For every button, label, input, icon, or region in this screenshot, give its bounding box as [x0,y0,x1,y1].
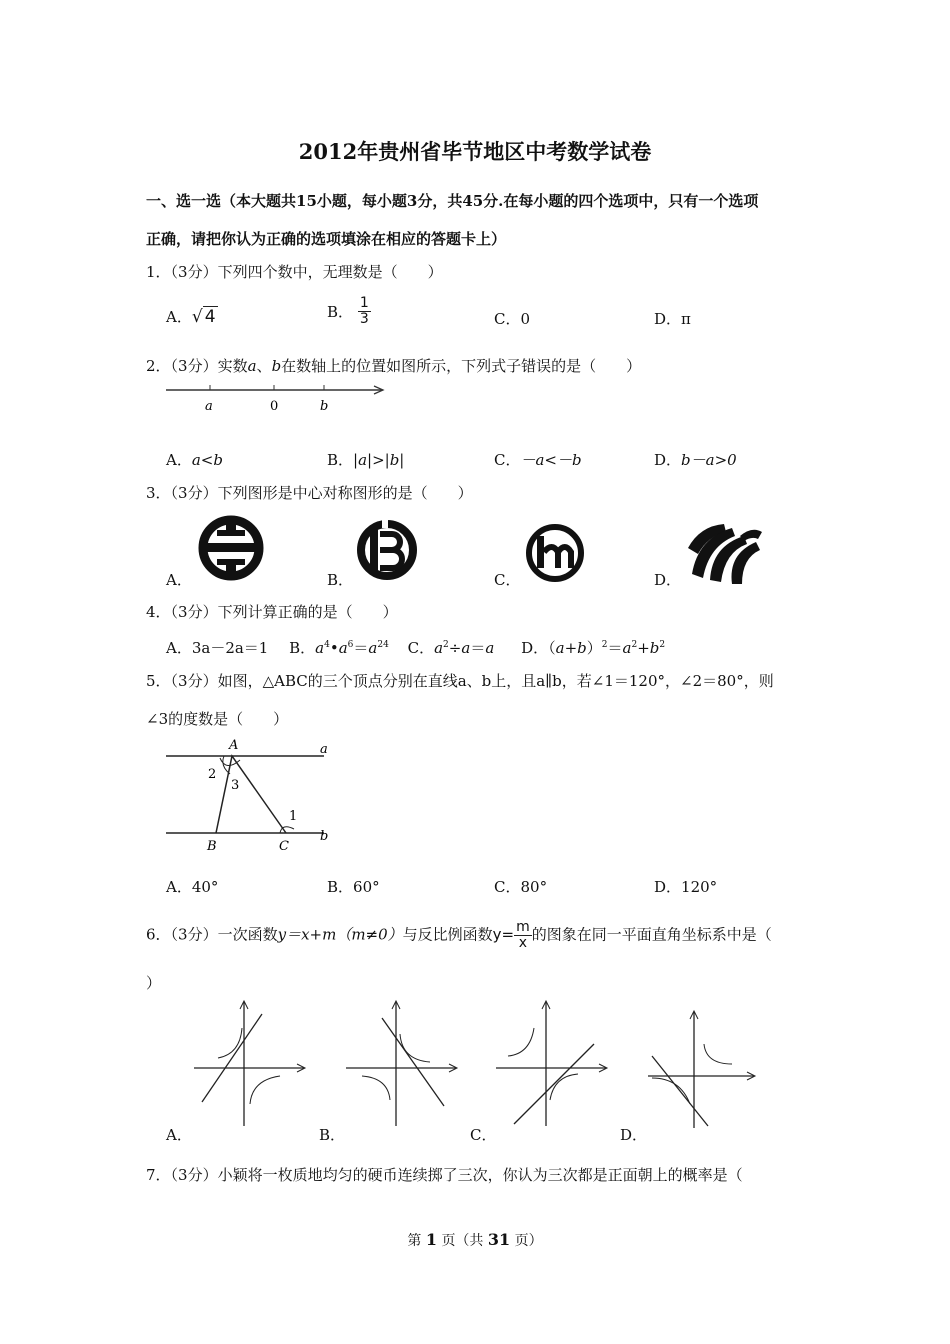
nl-label-0: 0 [270,399,279,414]
q2-option-d-expr: b－a>0 [681,451,737,469]
q2-prefix: 2．（3分）实数 [146,357,248,375]
q2-option-b-expr: |a|>|b| [353,451,405,469]
q6-label-b: B． [319,1126,346,1144]
label-A: A [229,738,239,753]
question-4-text: 4．（3分）下列计算正确的是（ ） [146,603,398,621]
question-5-line2: ∠3的度数是（ ） [146,710,289,728]
label-C: C [279,839,289,854]
q6-graph-a [192,998,310,1130]
question-5-line1: 5．（3分）如图，△ABC的三个顶点分别在直线a、b上，且a∥b，若∠1＝120°，∠2＝80°，则 [146,672,774,690]
q6-fraction-num: m [516,919,530,935]
number-line-figure [164,380,389,420]
q6-prefix: 6．（3分）一次函数 [146,925,278,944]
q5-option-a: A．40° [166,878,219,896]
page-title: 2012年贵州省毕节地区中考数学试卷 [298,139,652,164]
label-angle-2: 2 [208,767,217,782]
label-B: B [207,839,217,854]
q6-graph-d [646,1008,764,1130]
q1-fraction-denominator: 3 [359,311,369,327]
q6-mid: 与反比例函数 [402,925,493,944]
q5-option-b: B．60° [327,878,380,896]
q1-option-c: C．0 [494,310,531,328]
q2-option-a-expr: a<b [191,451,223,469]
q4-option-d-label: D． [521,639,549,657]
q6-fraction-den: x [518,935,528,951]
question-1-text: 1．（3分）下列四个数中，无理数是（ ） [146,263,443,281]
q6-label-c: C． [470,1126,497,1144]
sqrt-expression: √ 4 [191,307,216,327]
q1-option-a [166,306,218,327]
footer-post: 页） [514,1233,543,1249]
q1-option-a-label: A． [166,308,192,326]
q6-graph-b [344,998,462,1130]
q2-option-c-label: C． [494,451,521,469]
nl-label-a: a [205,399,213,414]
page-footer [0,1230,950,1250]
q2-option-b [327,449,404,470]
q2-option-a [166,449,223,470]
label-line-a: a [320,742,328,757]
q6-label-a: A． [166,1126,192,1144]
question-2-text [146,355,641,376]
triangle-abc [216,756,286,833]
q6-label-d: D． [620,1126,648,1144]
q4-option-b-label: B． [289,639,316,657]
q3-label-c: C． [494,571,521,589]
question-3-text: 3．（3分）下列图形是中心对称图形的是（ ） [146,484,473,502]
label-angle-1: 1 [289,809,298,824]
q5-triangle-figure [164,736,339,856]
section-heading-line1: 一、选一选（本大题共15小题，每小题3分，共45分.在每小题的四个选项中，只有一个选项 [146,192,759,210]
q2-option-c-expr: －a<－b [520,451,582,469]
q2-suffix: 在数轴上的位置如图所示，下列式子错误的是（ ） [281,357,642,375]
q6-func2-lhs: y= [492,925,515,944]
footer-page-number: 1 [425,1230,437,1249]
q4-option-b: B．$a^4•a^6=a^{24}$ [289,639,389,657]
fraction [358,296,371,327]
label-angle-3: 3 [231,778,240,793]
q5-option-c: C．80° [494,878,548,896]
footer-mid: 页（共 [441,1233,484,1249]
question-6-line2: ） [146,974,162,992]
q3-logo-b [356,518,418,582]
section-heading-line2: 正确，请把你认为正确的选项填涂在相应的答题卡上） [146,230,507,248]
q2-option-c [494,449,582,470]
q2-sep: 、 [256,357,272,375]
q3-logo-a [197,514,265,582]
q3-logo-c [524,522,586,584]
q4-option-d: D．$(a+b)^2=a^2+b^2$ [521,639,666,657]
q1-fraction-numerator: 1 [359,295,369,311]
question-7-text: 7．（3分）小颖将一枚质地均匀的硬币连续掷了三次，你认为三次都是正面朝上的概率是（ [146,1166,743,1184]
q3-label-a: A． [166,571,192,589]
q6-graph-c [494,998,612,1130]
footer-pre: 第 [407,1233,422,1249]
q3-label-b: B． [327,571,354,589]
q4-option-c-label: C． [407,639,435,657]
q6-suffix: 的图象在同一平面直角坐标系中是（ [531,925,772,944]
q6-linear-function: y＝x+m（m≠0） [277,925,403,944]
q4-options-row [166,637,665,658]
q2-var-b: b [271,357,282,375]
q1-option-d: D．π [654,310,691,328]
q6-fraction [514,920,532,951]
q1-option-b-label: B． [327,303,354,321]
q1-option-b [327,296,371,327]
label-line-b: b [320,829,329,844]
q2-option-d [654,449,737,470]
q3-label-d: D． [654,571,682,589]
nl-label-b: b [320,399,329,414]
q3-logo-d [684,518,766,586]
question-6-text [146,920,772,951]
q4-option-c: C．$a^2\div a=a$ [407,639,495,657]
footer-total-pages: 31 [487,1230,511,1249]
q2-option-a-label: A． [166,451,192,469]
q2-var-a: a [247,357,257,375]
q1-radicand: 4 [204,307,216,327]
q2-option-d-label: D． [654,451,682,469]
q5-option-d: D．120° [654,878,718,896]
q4-option-a: A．3a－2a＝1 [166,639,269,657]
q2-option-b-label: B． [327,451,354,469]
